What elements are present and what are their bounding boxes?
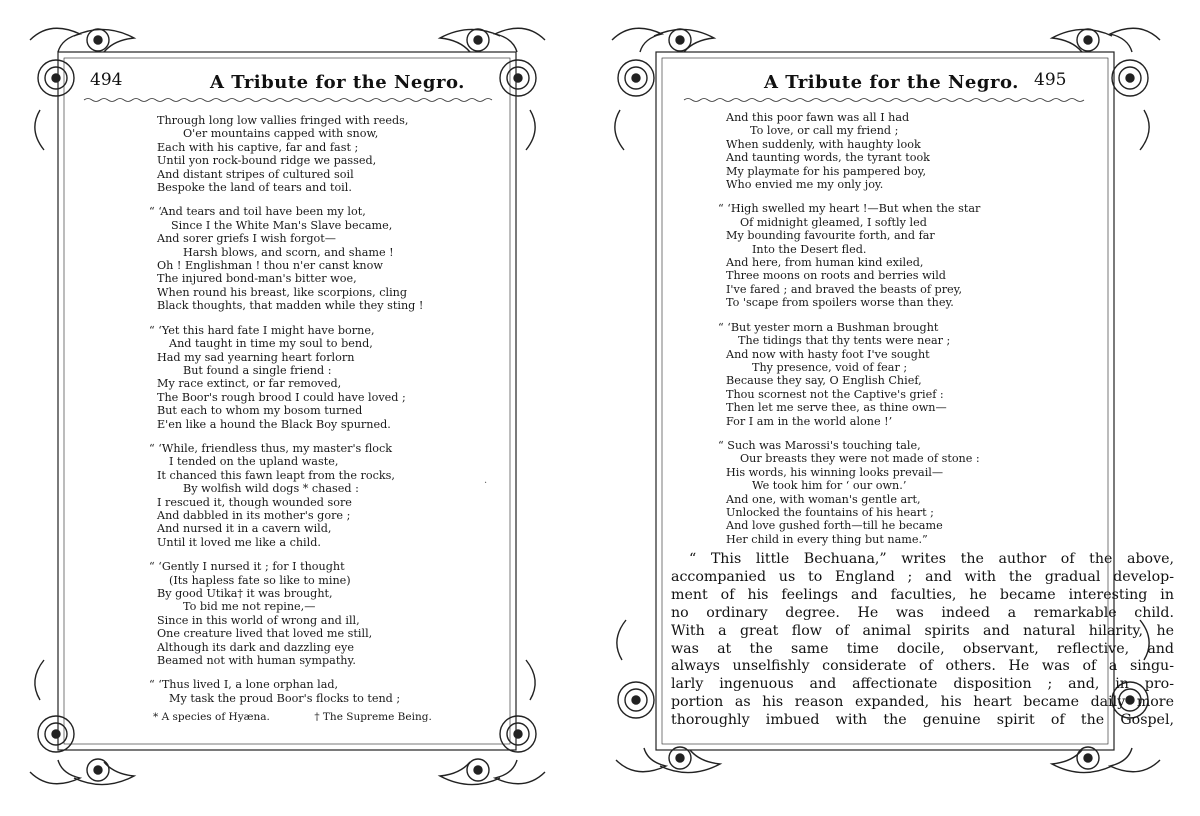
poem-line: “ ‘Gently I nursed it ; for I thought — [149, 560, 345, 574]
poem-line: Who envied me my only joy. — [726, 178, 884, 192]
poem-line: E'en like a hound the Black Boy spurned. — [157, 417, 391, 431]
prose-line: accompanied us to England ; and with the gradual develop- — [671, 568, 1174, 585]
poem-line: Into the Desert fled. — [752, 242, 867, 256]
stanza — [718, 439, 1018, 546]
poem-line: Harsh blows, and scorn, and shame ! — [183, 245, 394, 259]
poem-line: “ ‘Yet this hard fate I might have borne, — [149, 323, 375, 337]
stanza — [718, 321, 1018, 428]
page-number: 494 — [90, 70, 123, 90]
poem-line: My race extinct, or far removed, — [157, 377, 342, 391]
prose-line: ment of his feelings and faculties, he became interesting in — [671, 586, 1174, 603]
poem-line: O'er mountains capped with snow, — [183, 127, 379, 141]
page-number: 495 — [1034, 70, 1067, 90]
poem-line: “ ‘High swelled my heart !—But when the star — [718, 202, 981, 216]
poem-line: (Its hapless fate so like to mine) — [169, 573, 351, 587]
poem-line: And now with hasty foot I've sought — [726, 347, 930, 361]
poem-line: “ ‘Thus lived I, a lone orphan lad, — [149, 678, 339, 692]
poem-line: To love, or call my friend ; — [750, 124, 899, 138]
poem-line: For I am in the world alone !’ — [726, 414, 893, 428]
poem-line: I've fared ; and braved the beasts of prey, — [726, 282, 963, 296]
running-title: A Tribute for the Negro. — [764, 72, 1019, 93]
poem-line: And love gushed forth—till he became — [726, 519, 943, 533]
poem-line: My playmate for his pampered boy, — [726, 164, 927, 178]
poem-line: Since I the White Man's Slave became, — [171, 218, 393, 232]
poem-line: And dabbled in its mother's gore ; — [157, 508, 351, 522]
poem-line: Although its dark and dazzling eye — [157, 640, 354, 654]
stanza — [149, 678, 457, 705]
poem-line: And this poor fawn was all I had — [726, 111, 910, 124]
poem-line: But found a single friend : — [183, 363, 332, 377]
stanza — [149, 442, 457, 549]
poem-body — [149, 114, 457, 725]
poem-line: “ Such was Marossi's touching tale, — [718, 438, 921, 452]
poem-line: One creature lived that loved me still, — [157, 627, 373, 641]
poem-line: Because they say, O English Chief, — [726, 374, 922, 388]
poem-line: The injured bond-man's bitter woe, — [157, 272, 357, 286]
poem-line: Black thoughts, that madden while they sting ! — [157, 299, 424, 313]
poem-line: The Boor's rough brood I could have loved ; — [157, 390, 406, 404]
poem-line: When suddenly, with haughty look — [726, 137, 921, 151]
poem-line: Each with his captive, far and fast ; — [157, 140, 359, 154]
poem-line: My bounding favourite forth, and far — [726, 229, 935, 243]
prose-line: was at the same time docile, observant, reflective, and — [671, 640, 1174, 657]
poem-line: Until it loved me like a child. — [157, 535, 321, 549]
poem-line: And here, from human kind exiled, — [726, 256, 924, 270]
prose-line: larly ingenuous and affectionate disposition ; and, in pro- — [671, 676, 1174, 693]
poem-line: And one, with woman's gentle art, — [726, 492, 921, 506]
poem-line: Beamed not with human sympathy. — [157, 654, 356, 668]
footnote: * A species of Hyæna. — [153, 711, 270, 724]
poem-line: “ ‘And tears and toil have been my lot, — [149, 205, 366, 219]
poem-line: And taunting words, the tyrant took — [726, 151, 930, 165]
poem-line: Through long low vallies fringed with reeds, — [157, 114, 409, 127]
poem-body — [718, 111, 1018, 557]
poem-line: By wolfish wild dogs * chased : — [183, 482, 359, 496]
poem-line: I tended on the upland waste, — [169, 455, 339, 469]
poem-line: And nursed it in a cavern wild, — [157, 522, 332, 536]
prose-line: thoroughly imbued with the genuine spirit of the Gospel, — [671, 712, 1174, 729]
poem-line: Thou scornest not the Captive's grief : — [726, 387, 944, 401]
prose-line: no ordinary degree. He was indeed a remarkable child. — [671, 604, 1174, 621]
prose-line: portion as his reason expanded, his heart became daily more — [671, 694, 1174, 711]
poem-line: It chanced this fawn leapt from the rocks, — [157, 468, 395, 482]
poem-line: Bespoke the land of tears and toil. — [157, 181, 352, 195]
running-title: A Tribute for the Negro. — [210, 72, 465, 93]
poem-line: And sorer griefs I wish forgot— — [157, 232, 336, 246]
footnote: † The Supreme Being. — [314, 711, 432, 724]
poem-line: To bid me not repine,— — [183, 600, 316, 614]
poem-line: Then let me serve thee, as thine own— — [726, 401, 947, 415]
poem-line: I rescued it, though wounded sore — [157, 495, 352, 509]
poem-line: Had my sad yearning heart forlorn — [157, 350, 355, 364]
poem-line: The tidings that thy tents were near ; — [738, 334, 951, 348]
poem-line: His words, his winning looks prevail— — [726, 465, 944, 479]
poem-line: Her child in every thing but name.” — [726, 532, 928, 546]
stanza — [157, 114, 457, 194]
poem-line: And distant stripes of cultured soil — [157, 167, 354, 181]
prose-line: always unselfishly considerate of others. He was of a singu- — [671, 658, 1174, 675]
stanza — [149, 560, 457, 667]
poem-line: When round his breast, like scorpions, cling — [157, 285, 408, 299]
poem-line: “ ‘But yester morn a Bushman brought — [718, 320, 939, 334]
poem-line: Three moons on roots and berries wild — [726, 269, 946, 283]
prose-paragraph — [671, 551, 1174, 730]
poem-line: By good Utika† it was brought, — [157, 587, 333, 600]
footnotes — [153, 711, 457, 724]
poem-line: But each to whom my bosom turned — [157, 404, 363, 418]
stanza — [149, 324, 457, 431]
stanza — [149, 205, 457, 312]
poem-line: Unlocked the fountains of his heart ; — [726, 505, 934, 519]
poem-line: Thy presence, void of fear ; — [752, 360, 908, 374]
poem-line: Our breasts they were not made of stone : — [740, 452, 980, 466]
stray-mark-icon: · — [484, 478, 488, 489]
poem-line: To 'scape from spoilers worse than they. — [726, 296, 954, 310]
prose-line: “ This little Bechuana,” writes the author of the above, — [689, 551, 1174, 567]
poem-line: My task the proud Boor's flocks to tend ; — [169, 691, 401, 705]
stanza — [718, 202, 1018, 309]
stanza — [726, 111, 1018, 191]
poem-line: Since in this world of wrong and ill, — [157, 613, 360, 627]
poem-line: Oh ! Englishman ! thou n'er canst know — [157, 259, 383, 273]
poem-line: Until yon rock-bound ridge we passed, — [157, 154, 377, 168]
right-page — [600, 0, 1200, 816]
poem-line: “ ‘While, friendless thus, my master's flock — [149, 441, 393, 455]
poem-line: And taught in time my soul to bend, — [169, 337, 373, 351]
poem-line: We took him for ‘ our own.’ — [752, 479, 907, 493]
prose-line: With a great flow of animal spirits and natural hilarity, he — [671, 622, 1174, 639]
poem-line: Of midnight gleamed, I softly led — [740, 215, 927, 229]
